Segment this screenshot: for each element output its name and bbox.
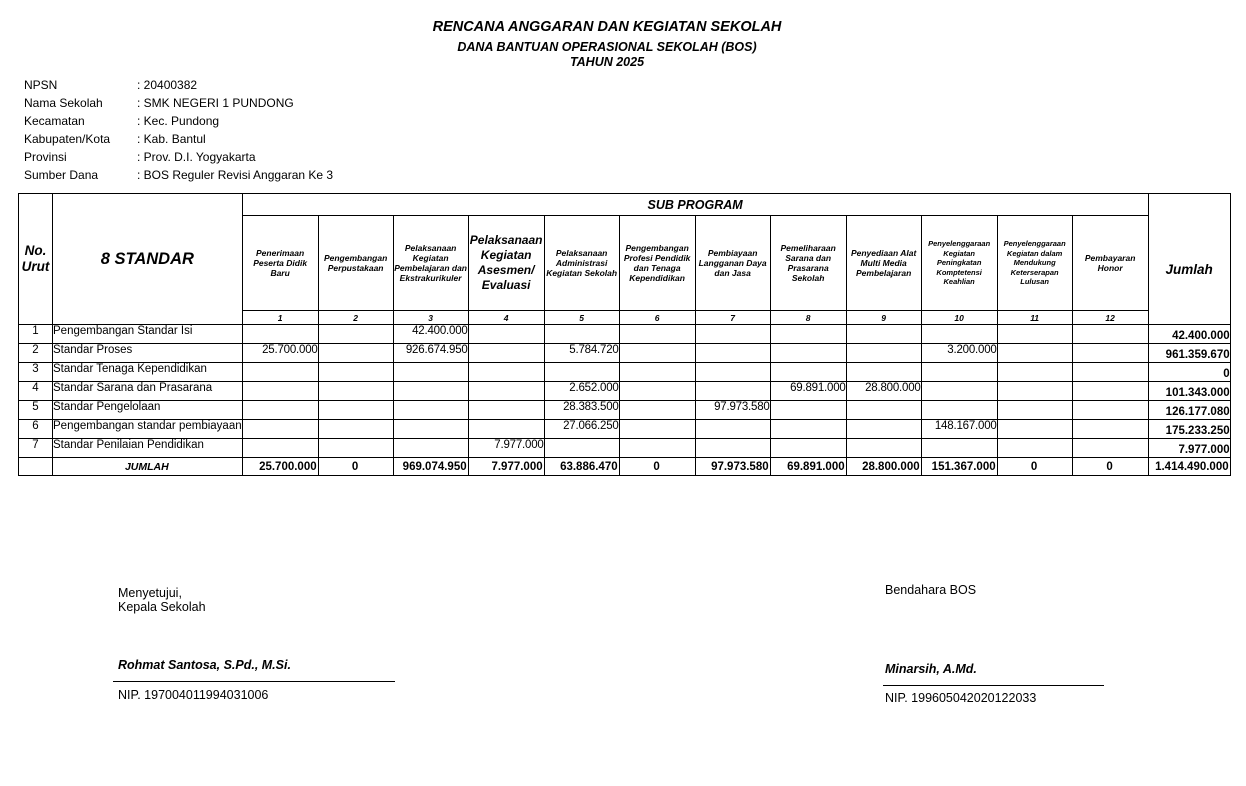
amount-cell <box>695 344 770 363</box>
amount-cell <box>1072 325 1148 344</box>
amount-cell <box>997 401 1072 420</box>
amount-cell <box>846 401 921 420</box>
amount-cell: 5.784.720 <box>544 344 619 363</box>
table-row <box>19 344 1231 363</box>
amount-cell <box>997 382 1072 401</box>
standard-name: Standar Pengelolaan <box>53 401 243 420</box>
info-row <box>24 166 333 184</box>
amount-cell <box>921 325 997 344</box>
column-total: 151.367.000 <box>921 458 997 476</box>
column-number: 6 <box>619 311 695 325</box>
amount-cell <box>1072 382 1148 401</box>
amount-cell <box>695 439 770 458</box>
column-number: 11 <box>997 311 1072 325</box>
amount-cell <box>619 401 695 420</box>
amount-cell <box>997 439 1072 458</box>
document-year: TAHUN 2025 <box>569 55 645 69</box>
info-row <box>24 94 333 112</box>
amount-cell <box>468 382 544 401</box>
row-number: 2 <box>19 344 53 363</box>
amount-cell: 97.973.580 <box>695 401 770 420</box>
amount-cell <box>242 382 318 401</box>
row-number: 4 <box>19 382 53 401</box>
column-header: Pengembangan Perpustakaan <box>318 216 393 311</box>
amount-cell <box>393 363 468 382</box>
standar-header: 8 STANDAR <box>53 194 243 325</box>
principal-signature-line <box>113 681 395 682</box>
column-total: 97.973.580 <box>695 458 770 476</box>
amount-cell <box>318 363 393 382</box>
table-row <box>19 325 1231 344</box>
amount-cell <box>921 382 997 401</box>
amount-cell <box>393 420 468 439</box>
amount-cell <box>468 325 544 344</box>
column-total: 0 <box>997 458 1072 476</box>
amount-cell <box>242 325 318 344</box>
principal-name: Rohmat Santosa, S.Pd., M.Si. <box>118 658 291 672</box>
amount-cell <box>242 420 318 439</box>
amount-cell <box>318 420 393 439</box>
amount-cell <box>846 344 921 363</box>
info-value: : 20400382 <box>137 78 198 92</box>
amount-cell <box>770 401 846 420</box>
column-number: 4 <box>468 311 544 325</box>
column-header: Pembiayaan Langganan Daya dan Jasa <box>695 216 770 311</box>
amount-cell <box>1072 401 1148 420</box>
amount-cell: 28.383.500 <box>544 401 619 420</box>
info-label: Sumber Dana <box>24 168 99 182</box>
row-number: 7 <box>19 439 53 458</box>
budget-table <box>18 193 1231 476</box>
amount-cell <box>921 439 997 458</box>
total-row <box>19 458 1231 476</box>
amount-cell <box>318 401 393 420</box>
amount-cell <box>1072 420 1148 439</box>
row-total: 7.977.000 <box>1148 439 1230 458</box>
info-label: Kecamatan <box>24 114 85 128</box>
amount-cell <box>393 382 468 401</box>
total-row-empty <box>19 458 53 476</box>
column-header: Pembayaran Honor <box>1072 216 1148 311</box>
amount-cell <box>770 325 846 344</box>
info-label: NPSN <box>24 78 58 92</box>
row-number: 3 <box>19 363 53 382</box>
treasurer-signature-line <box>883 685 1104 686</box>
column-total: 0 <box>1072 458 1148 476</box>
amount-cell <box>619 344 695 363</box>
amount-cell <box>468 344 544 363</box>
column-header: Pelaksanaan Kegiatan Pembelajaran dan Ekstrakurikuler <box>393 216 468 311</box>
amount-cell <box>468 401 544 420</box>
row-number: 6 <box>19 420 53 439</box>
amount-cell: 27.066.250 <box>544 420 619 439</box>
column-number: 9 <box>846 311 921 325</box>
principal-nip: NIP. 197004011994031006 <box>118 688 269 702</box>
info-row <box>24 76 333 94</box>
column-number: 3 <box>393 311 468 325</box>
document-subtitle: DANA BANTUAN OPERASIONAL SEKOLAH (BOS) <box>457 40 757 54</box>
info-row <box>24 148 333 166</box>
amount-cell <box>468 363 544 382</box>
column-total: 69.891.000 <box>770 458 846 476</box>
amount-cell <box>619 420 695 439</box>
table-row <box>19 382 1231 401</box>
amount-cell: 25.700.000 <box>242 344 318 363</box>
amount-cell <box>242 439 318 458</box>
amount-cell <box>770 363 846 382</box>
standard-name: Standar Penilaian Pendidikan <box>53 439 243 458</box>
amount-cell <box>544 439 619 458</box>
amount-cell <box>695 382 770 401</box>
amount-cell <box>770 420 846 439</box>
column-number: 12 <box>1072 311 1148 325</box>
column-number: 8 <box>770 311 846 325</box>
column-total: 0 <box>318 458 393 476</box>
amount-cell <box>997 325 1072 344</box>
amount-cell <box>921 363 997 382</box>
treasurer-name: Minarsih, A.Md. <box>885 662 977 676</box>
amount-cell <box>770 439 846 458</box>
amount-cell <box>544 325 619 344</box>
amount-cell: 926.674.950 <box>393 344 468 363</box>
info-value: : SMK NEGERI 1 PUNDONG <box>137 96 294 110</box>
column-number: 2 <box>318 311 393 325</box>
document-title: RENCANA ANGGARAN DAN KEGIATAN SEKOLAH <box>432 19 782 35</box>
column-header: Penyelenggaraan Kegiatan dalam Mendukung Keterserapan Lulusan <box>997 216 1072 311</box>
info-value: : Prov. D.I. Yogyakarta <box>137 150 256 164</box>
column-header: Penerimaan Peserta Didik Baru <box>242 216 318 311</box>
amount-cell <box>318 325 393 344</box>
column-total: 25.700.000 <box>242 458 318 476</box>
column-header: Penyediaan Alat Multi Media Pembelajaran <box>846 216 921 311</box>
column-number: 10 <box>921 311 997 325</box>
row-total: 175.233.250 <box>1148 420 1230 439</box>
amount-cell <box>921 401 997 420</box>
amount-cell <box>619 382 695 401</box>
approval-role: Kepala Sekolah <box>118 600 206 614</box>
info-label: Provinsi <box>24 150 67 164</box>
amount-cell <box>619 325 695 344</box>
column-number: 1 <box>242 311 318 325</box>
amount-cell <box>846 325 921 344</box>
row-total: 0 <box>1148 363 1230 382</box>
table-row <box>19 363 1231 382</box>
amount-cell <box>846 420 921 439</box>
approval-label: Menyetujui, <box>118 586 182 600</box>
row-number: 5 <box>19 401 53 420</box>
column-header: Penyelenggaraan Kegiatan Peningkatan Komptetensi Keahlian <box>921 216 997 311</box>
standard-name: Standar Tenaga Kependidikan <box>53 363 243 382</box>
treasurer-role: Bendahara BOS <box>885 583 977 597</box>
row-total: 961.359.670 <box>1148 344 1230 363</box>
amount-cell: 148.167.000 <box>921 420 997 439</box>
no-urut-header: No. Urut <box>19 194 53 325</box>
table-row <box>19 420 1231 439</box>
table-row <box>19 439 1231 458</box>
amount-cell <box>619 439 695 458</box>
row-total: 42.400.000 <box>1148 325 1230 344</box>
amount-cell <box>393 401 468 420</box>
amount-cell <box>997 344 1072 363</box>
row-total: 126.177.080 <box>1148 401 1230 420</box>
amount-cell <box>695 363 770 382</box>
standard-name: Pengembangan standar pembiayaan <box>53 420 243 439</box>
amount-cell: 3.200.000 <box>921 344 997 363</box>
info-value: : Kec. Pundong <box>137 114 220 128</box>
grand-total: 1.414.490.000 <box>1148 458 1230 476</box>
info-row <box>24 112 333 130</box>
column-header: Pelaksanaan Kegiatan Asesmen/ Evaluasi <box>468 216 544 311</box>
column-header: Pelaksanaan Administrasi Kegiatan Sekolah <box>544 216 619 311</box>
amount-cell <box>468 420 544 439</box>
treasurer-nip: NIP. 199605042020122033 <box>885 691 1037 705</box>
column-header: Pengembangan Profesi Pendidik dan Tenaga Kependidikan <box>619 216 695 311</box>
amount-cell <box>242 401 318 420</box>
amount-cell: 7.977.000 <box>468 439 544 458</box>
amount-cell <box>318 344 393 363</box>
jumlah-header: Jumlah <box>1148 216 1230 325</box>
column-total: 7.977.000 <box>468 458 544 476</box>
standard-name: Standar Sarana dan Prasarana <box>53 382 243 401</box>
amount-cell: 2.652.000 <box>544 382 619 401</box>
row-total: 101.343.000 <box>1148 382 1230 401</box>
amount-cell <box>318 382 393 401</box>
amount-cell <box>695 420 770 439</box>
amount-cell <box>846 363 921 382</box>
amount-cell <box>997 420 1072 439</box>
column-header: Pemeliharaan Sarana dan Prasarana Sekolah <box>770 216 846 311</box>
amount-cell: 42.400.000 <box>393 325 468 344</box>
amount-cell <box>1072 344 1148 363</box>
column-total: 28.800.000 <box>846 458 921 476</box>
standard-name: Pengembangan Standar Isi <box>53 325 243 344</box>
amount-cell <box>695 325 770 344</box>
amount-cell <box>619 363 695 382</box>
school-info <box>24 76 333 184</box>
standard-name: Standar Proses <box>53 344 243 363</box>
sub-program-header: SUB PROGRAM <box>242 194 1148 216</box>
total-label: JUMLAH <box>53 458 243 476</box>
column-total: 969.074.950 <box>393 458 468 476</box>
info-value: : BOS Reguler Revisi Anggaran Ke 3 <box>137 168 334 182</box>
amount-cell: 28.800.000 <box>846 382 921 401</box>
info-row <box>24 130 333 148</box>
amount-cell <box>242 363 318 382</box>
column-total: 63.886.470 <box>544 458 619 476</box>
jumlah-header-top <box>1148 194 1230 216</box>
amount-cell: 69.891.000 <box>770 382 846 401</box>
column-total: 0 <box>619 458 695 476</box>
amount-cell <box>1072 363 1148 382</box>
column-number: 7 <box>695 311 770 325</box>
column-number: 5 <box>544 311 619 325</box>
amount-cell <box>1072 439 1148 458</box>
approval-block <box>118 586 206 614</box>
amount-cell <box>544 363 619 382</box>
amount-cell <box>318 439 393 458</box>
amount-cell <box>770 344 846 363</box>
amount-cell <box>846 439 921 458</box>
amount-cell <box>393 439 468 458</box>
row-number: 1 <box>19 325 53 344</box>
info-value: : Kab. Bantul <box>137 132 206 146</box>
info-label: Nama Sekolah <box>24 96 103 110</box>
info-label: Kabupaten/Kota <box>24 132 111 146</box>
amount-cell <box>997 363 1072 382</box>
table-row <box>19 401 1231 420</box>
